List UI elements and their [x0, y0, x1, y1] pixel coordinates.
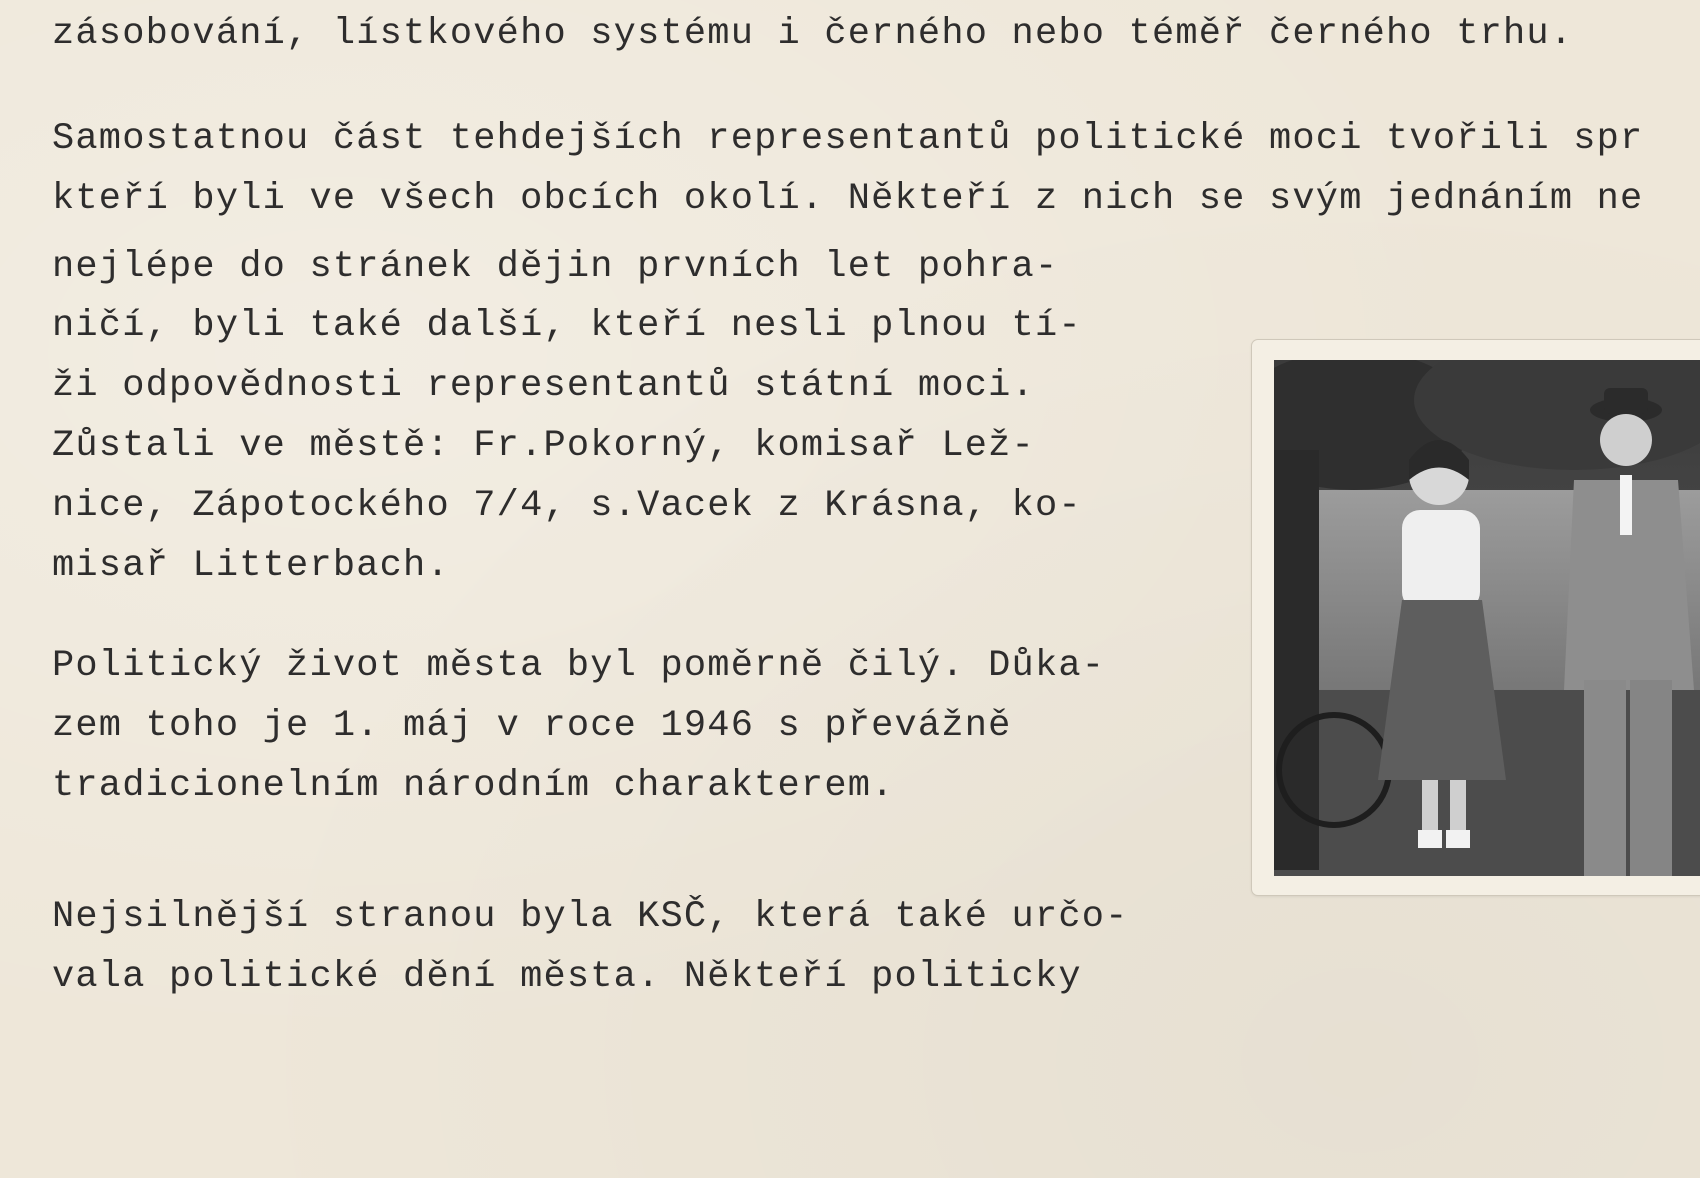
text-line: ničí, byli také další, kteří nesli plnou tí- — [52, 305, 1082, 347]
text-line: nice, Zápotockého 7/4, s.Vacek z Krásna, ko- — [52, 485, 1082, 527]
text-line: tradicionelním národním charakterem. — [52, 765, 895, 807]
text-line: Zůstali ve městě: Fr.Pokorný, komisař Lež- — [52, 425, 1035, 467]
text-line: vala politické dění města. Někteří politicky — [52, 956, 1082, 998]
text-line: zem toho je 1. máj v roce 1946 s převážně — [52, 705, 1012, 747]
text-line: Nejsilnější stranou byla KSČ, která také určo- — [52, 896, 1129, 938]
text-line: nejlépe do stránek dějin prvních let pohra- — [52, 246, 1059, 288]
text-line: zásobování, lístkového systému i černého nebo téměř černého trhu. — [52, 13, 1574, 55]
text-line: ži odpovědnosti representantů státní moci. — [52, 365, 1035, 407]
text-line: Politický život města byl poměrně čilý. Důka- — [52, 645, 1106, 687]
text-line: Samostatnou část tehdejších representantů politické moci tvořili spr — [52, 118, 1644, 160]
text-line: kteří byli ve všech obcích okolí. Někteří z nich se svým jednáním ne — [52, 178, 1644, 220]
text-line: misař Litterbach. — [52, 545, 450, 587]
photograph-couple-icon — [1274, 360, 1700, 876]
